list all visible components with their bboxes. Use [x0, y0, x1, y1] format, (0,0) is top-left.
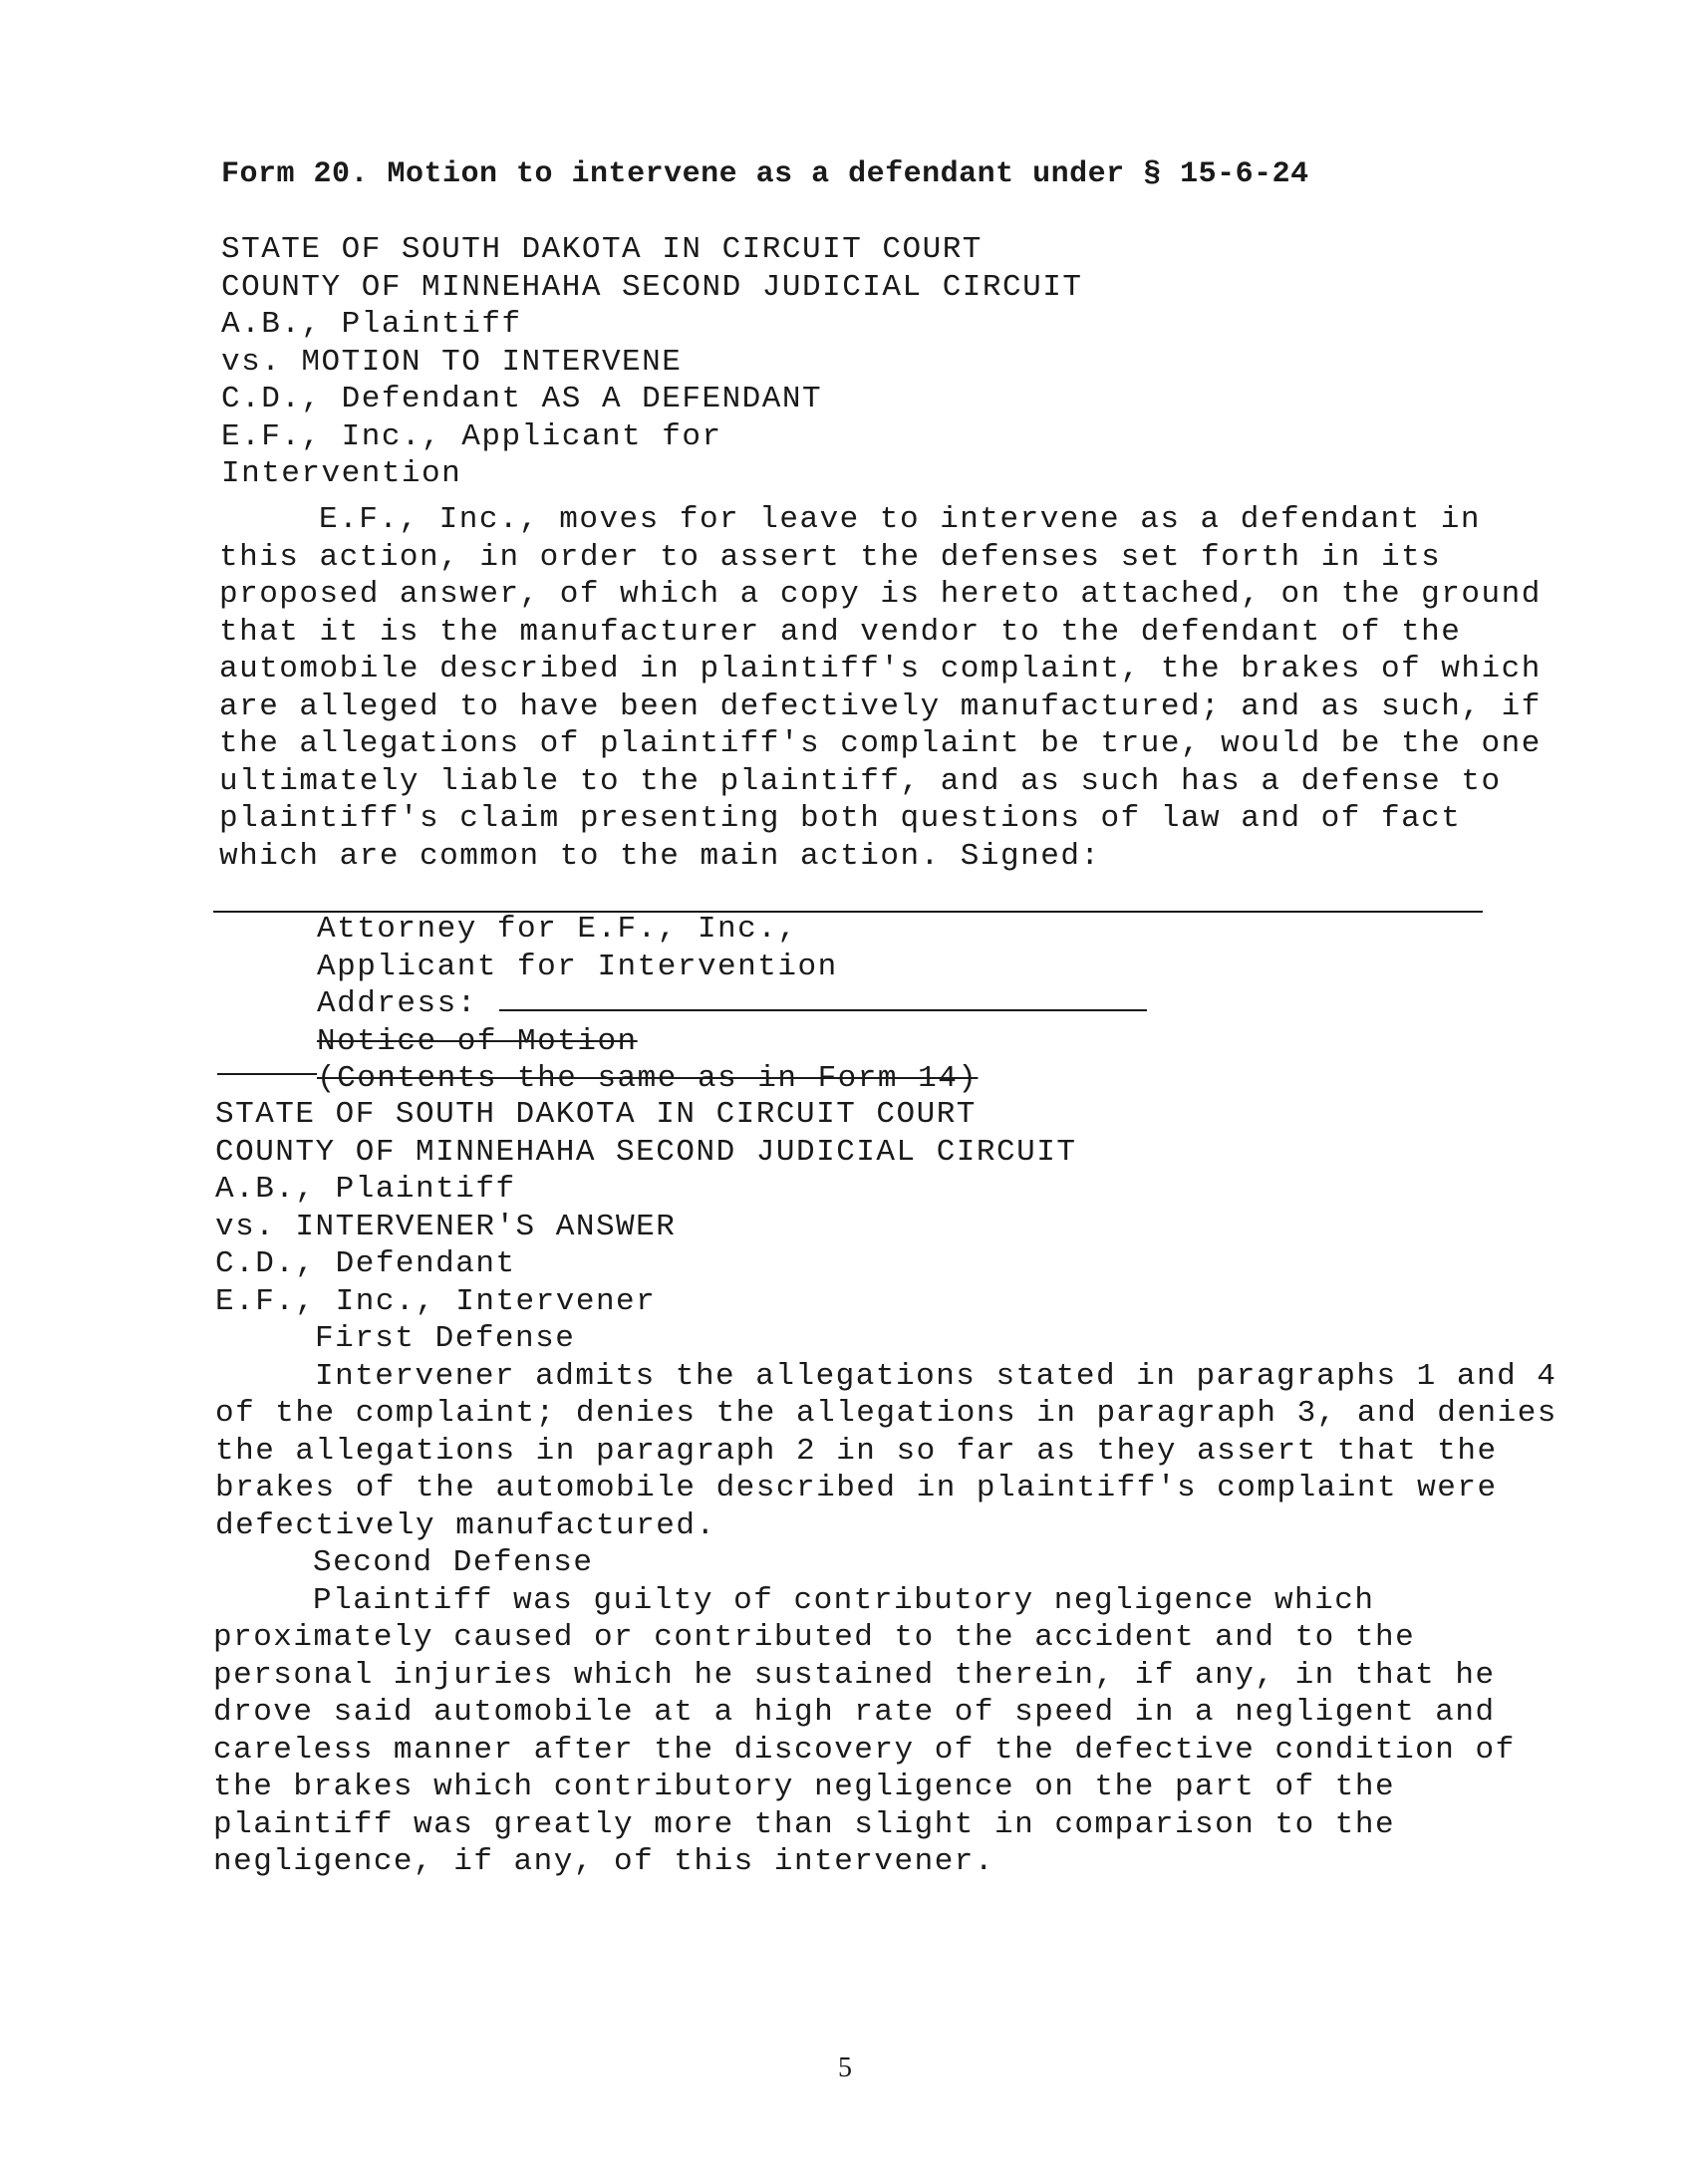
first-defense: [215, 1320, 1557, 1544]
address-blank: [499, 989, 1147, 1011]
motion-line: that it is the manufacturer and vendor to the defendant of the: [219, 614, 1462, 650]
first-defense-heading: First Defense: [315, 1321, 576, 1356]
attorney-line: Attorney for E.F., Inc.,: [317, 912, 798, 947]
caption-vs-line: vs. INTERVENER'S ANSWER: [215, 1209, 677, 1244]
second-defense-heading: Second Defense: [313, 1545, 594, 1580]
strike-lead: [217, 1073, 317, 1075]
caption-plaintiff-line: A.B., Plaintiff: [221, 307, 522, 342]
contents-struck-text: (Contents the same as in Form 14): [317, 1061, 979, 1096]
second-defense-line: careless manner after the discovery of the defective condition of: [213, 1732, 1516, 1768]
caption-defendant-line: C.D., Defendant AS A DEFENDANT: [221, 382, 823, 416]
address-label: Address:: [317, 986, 477, 1021]
caption-intervener-line: E.F., Inc., Intervener: [215, 1283, 657, 1319]
applicant-line: Applicant for Intervention: [317, 949, 838, 984]
second-defense-line: Plaintiff was guilty of contributory negligence which: [313, 1582, 1375, 1618]
second-defense-line: proximately caused or contributed to the accident and to the: [213, 1620, 1416, 1655]
first-defense-line: the allegations in paragraph 2 in so far as they assert that the: [215, 1433, 1498, 1469]
first-defense-line: defectively manufactured.: [215, 1507, 716, 1543]
motion-line: which are common to the main action. Signed:: [219, 838, 1101, 874]
page-number: 5: [838, 2052, 852, 2083]
motion-line: this action, in order to assert the defenses set forth in its: [219, 539, 1442, 575]
answer-caption: [215, 1096, 1076, 1320]
caption-county-line: COUNTY OF MINNEHAHA SECOND JUDICIAL CIRCUIT: [215, 1134, 1077, 1170]
address-line: [217, 985, 1147, 1023]
first-defense-line: brakes of the automobile described in plaintiff's complaint were: [215, 1471, 1498, 1505]
motion-line: proposed answer, of which a copy is hereto attached, on the ground: [219, 577, 1542, 612]
first-defense-line: of the complaint; denies the allegations in paragraph 3, and denies: [215, 1396, 1557, 1431]
second-defense-line: personal injuries which he sustained therein, if any, in that he: [213, 1657, 1496, 1693]
notice-of-motion-struck: [217, 1023, 1147, 1061]
motion-line: are alleged to have been defectively manufactured; and as such, if: [219, 688, 1542, 724]
motion-caption: [221, 231, 1082, 493]
second-defense-line: the brakes which contributory negligence on the part of the: [213, 1770, 1396, 1804]
notice-of-motion-text: Notice of Motion: [317, 1023, 638, 1059]
second-defense-line: drove said automobile at a high rate of speed in a negligent and: [213, 1695, 1496, 1730]
caption-plaintiff-line: A.B., Plaintiff: [215, 1172, 516, 1207]
second-defense-line: plaintiff was greatly more than slight in comparison to the: [213, 1806, 1396, 1842]
second-defense-line: negligence, if any, of this intervener.: [213, 1844, 995, 1879]
motion-line: plaintiff's claim presenting both questions of law and of fact: [219, 801, 1462, 836]
second-defense: [213, 1544, 1516, 1881]
signature-block: [217, 911, 1147, 1098]
motion-line: the allegations of plaintiff's complaint be true, would be the one: [219, 726, 1542, 761]
caption-intervention-line: Intervention: [221, 456, 462, 491]
caption-court-line: STATE OF SOUTH DAKOTA IN CIRCUIT COURT: [221, 232, 983, 267]
caption-county-line: COUNTY OF MINNEHAHA SECOND JUDICIAL CIRCUIT: [221, 269, 1083, 305]
caption-court-line: STATE OF SOUTH DAKOTA IN CIRCUIT COURT: [215, 1097, 977, 1132]
caption-vs-line: vs. MOTION TO INTERVENE: [221, 344, 683, 380]
motion-line: ultimately liable to the plaintiff, and as such has a defense to: [219, 763, 1502, 799]
form-title: Form 20. Motion to intervene as a defendant under § 15-6-24: [221, 157, 1309, 191]
caption-applicant-line: E.F., Inc., Applicant for: [221, 418, 722, 454]
motion-line: automobile described in plaintiff's complaint, the brakes of which: [219, 652, 1542, 686]
first-defense-line: Intervener admits the allegations stated in paragraphs 1 and 4: [315, 1358, 1557, 1394]
caption-defendant-line: C.D., Defendant: [215, 1246, 516, 1281]
motion-line: E.F., Inc., moves for leave to intervene as a defendant in: [319, 502, 1481, 537]
motion-paragraph: [219, 501, 1542, 875]
contents-struck-line: [217, 1060, 1147, 1098]
